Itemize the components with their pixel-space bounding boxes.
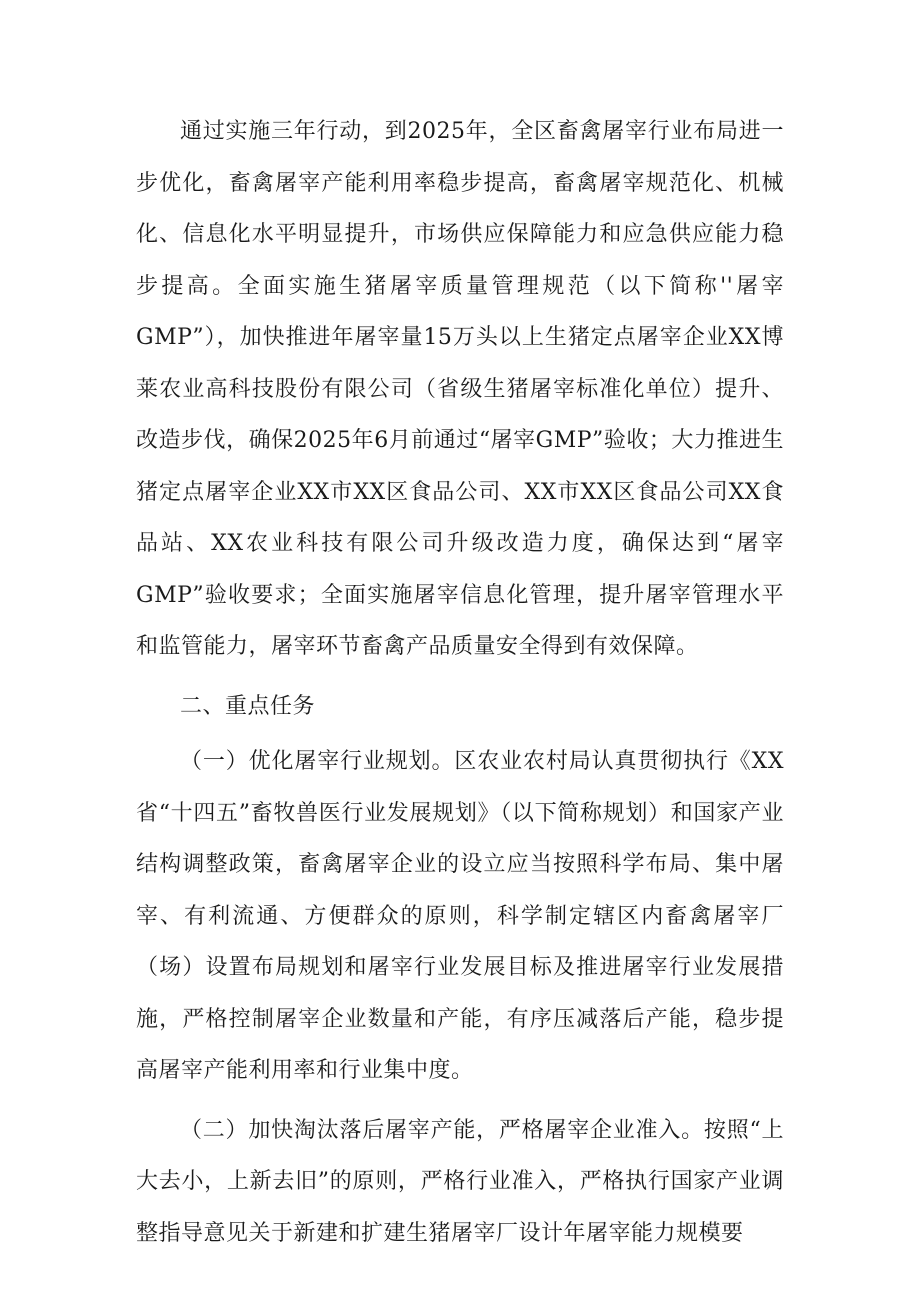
paragraph-task-2: （二）加快淘汰落后屠宰产能，严格屠宰企业准入。按照“上大去小，上新去旧”的原则，严格行业准入，严格执行国家产业调整指导意见关于新建和扩建生猪屠宰厂设计年屠宰能力规模要	[136, 1117, 784, 1246]
paragraph-goals: 通过实施三年行动，到2025年，全区畜禽屠宰行业布局进一步优化，畜禽屠宰产能利用率稳步提高，畜禽屠宰规范化、机械化、信息化水平明显提升，市场供应保障能力和应急供应能力稳步提高。全面实施生猪屠宰质量管理规范（以下简称''屠宰GMP”），加快推进年屠宰量15万头以上生猪定点屠宰企业XX博莱农业高科技股份有限公司（省级生猪屠宰标准化单位）提升、改造步伐，确保2025年6月前通过“屠宰GMP”验收；大力推进生猪定点屠宰企业XX市XX区食品公司、XX市XX区食品公司XX食品站、XX农业科技有限公司升级改造力度，确保达到“屠宰GMP”验收要求；全面实施屠宰信息化管理，提升屠宰管理水平和监管能力，屠宰环节畜禽产品质量安全得到有效保障。	[136, 119, 784, 659]
section-heading-key-tasks: 二、重点任务	[180, 693, 316, 719]
paragraph-task-1: （一）优化屠宰行业规划。区农业农村局认真贯彻执行《XX省“十四五”畜牧兽医行业发展规划》（以下简称规划）和国家产业结构调整政策，畜禽屠宰企业的设立应当按照科学布局、集中屠宰、有利流通、方便群众的原则，科学制定辖区内畜禽屠宰厂（场）设置布局规划和屠宰行业发展目标及推进屠宰行业发展措施，严格控制屠宰企业数量和产能，有序压减落后产能，稳步提高屠宰产能利用率和行业集中度。	[136, 749, 784, 1083]
document-body	[136, 106, 784, 1259]
